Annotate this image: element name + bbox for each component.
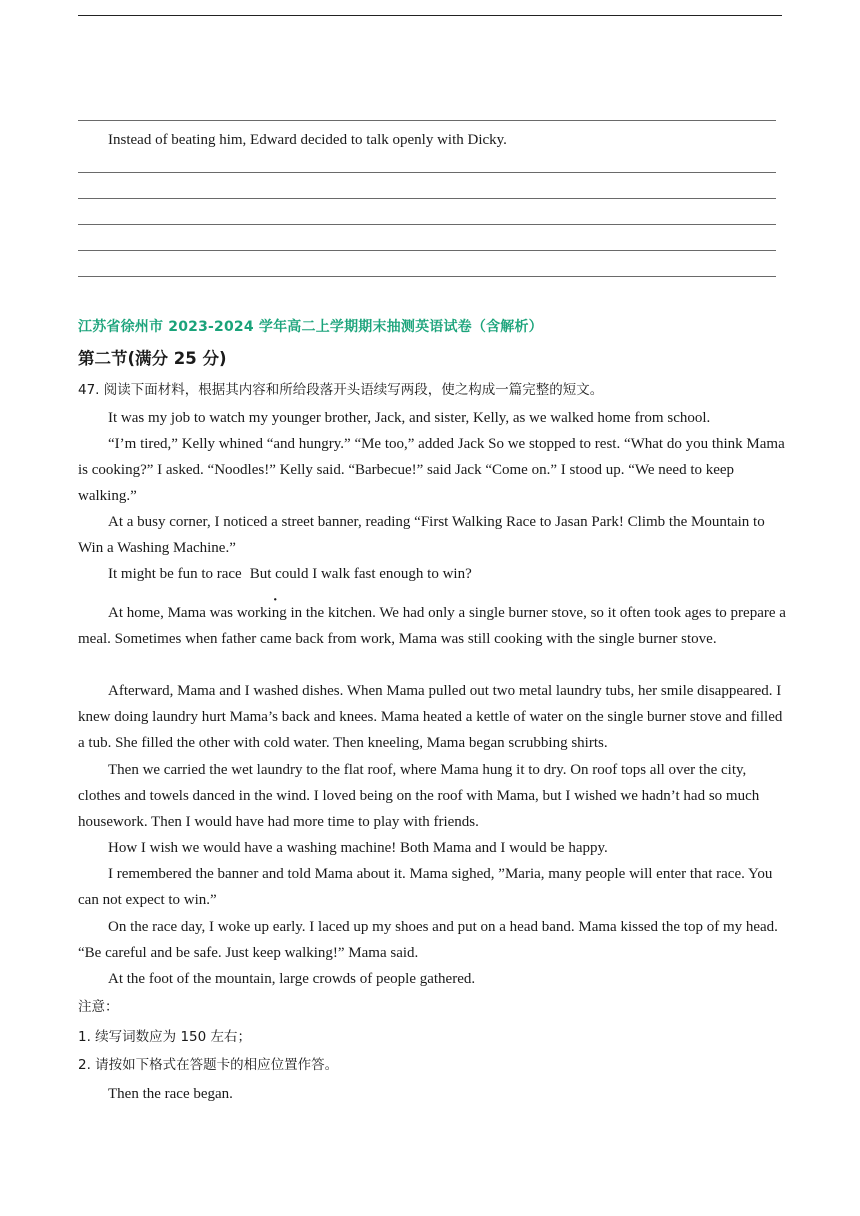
answer-paragraph-start: Then the race began. — [108, 1086, 233, 1102]
note-item: 1. 续写词数应为 150 左右； — [78, 1029, 252, 1045]
paragraph-start-line: Instead of beating him, Edward decided to talk openly with Dicky. — [108, 132, 507, 148]
story-paragraph: At a busy corner, I noticed a street banner, reading “First Walking Race to Jasan Park! Climb the Mountain to Win a Washing Machine.” — [78, 514, 765, 556]
story-paragraph: It was my job to watch my younger brother, Jack, and sister, Kelly, as we walked home from school. — [108, 410, 711, 426]
source-title: 江苏省徐州市 2023-2024 学年高二上学期期末抽测英语试卷（含解析） — [78, 319, 543, 335]
answer-writing-line — [78, 120, 776, 121]
story-paragraph-fun-line — [78, 561, 790, 587]
story-paragraph: At the foot of the mountain, large crowds of people gathered. — [108, 971, 476, 987]
answer-writing-line — [78, 276, 776, 277]
story-paragraph: How I wish we would have a washing machine! Both Mama and I would be happy. — [108, 840, 608, 856]
story-paragraph: I remembered the banner and told Mama about it. Mama sighed, ”Maria, many people will enter that race. You can not expect to win.” — [78, 866, 773, 908]
note-item: 2. 请按如下格式在答题卡的相应位置作答。 — [78, 1057, 339, 1073]
story-paragraph: Then we carried the wet laundry to the flat roof, where Mama hung it to dry. On roof tops all over the city, clothes and towels danced in the wind. I loved being on the roof with Mama, but I wished we hadn’t had so much housework. Then I would have had more time to play with friends. — [78, 762, 760, 830]
answer-writing-line — [78, 172, 776, 173]
answer-writing-line — [78, 198, 776, 199]
story-paragraph: Afterward, Mama and I washed dishes. When Mama pulled out two metal laundry tubs, her smile disappeared. I knew doing laundry hurt Mama’s back and knees. Mama heated a kettle of water on the single burner stove and filled a tub. She filled the other with cold water. Then kneeling, Mama began scrubbing shirts. — [78, 683, 783, 751]
story-paragraph: “I’m tired,” Kelly whined “and hungry.” “Me too,” added Jack So we stopped to rest. “What do you think Mama is cooking?” I asked. “Noodles!” Kelly said. “Barbecue!” said Jack “Come on.” I stood up. “We need to keep walking.” — [78, 436, 785, 504]
answer-writing-line — [78, 250, 776, 251]
answer-writing-line — [78, 224, 776, 225]
section-title: 第二节(满分 25 分) — [78, 349, 227, 368]
page-top-rule — [78, 15, 782, 16]
fun-line-part2: But could I walk fast enough to win? — [249, 566, 472, 582]
fun-line-part1: It might be fun to race — [108, 566, 242, 582]
story-paragraph: At home, Mama was working in the kitchen. We had only a single burner stove, so it often took ages to prepare a meal. Sometimes when father came back from work, Mama was still cooking with the single burner stove. — [78, 605, 786, 647]
notes-label: 注意： — [78, 999, 119, 1015]
question-instruction: 47. 阅读下面材料，根据其内容和所给段落开头语续写两段，使之构成一篇完整的短文。 — [78, 382, 604, 398]
story-paragraph: On the race day, I woke up early. I laced up my shoes and put on a head band. Mama kissed the top of my head. “Be careful and be safe. Just keep walking!” Mama said. — [78, 919, 778, 961]
